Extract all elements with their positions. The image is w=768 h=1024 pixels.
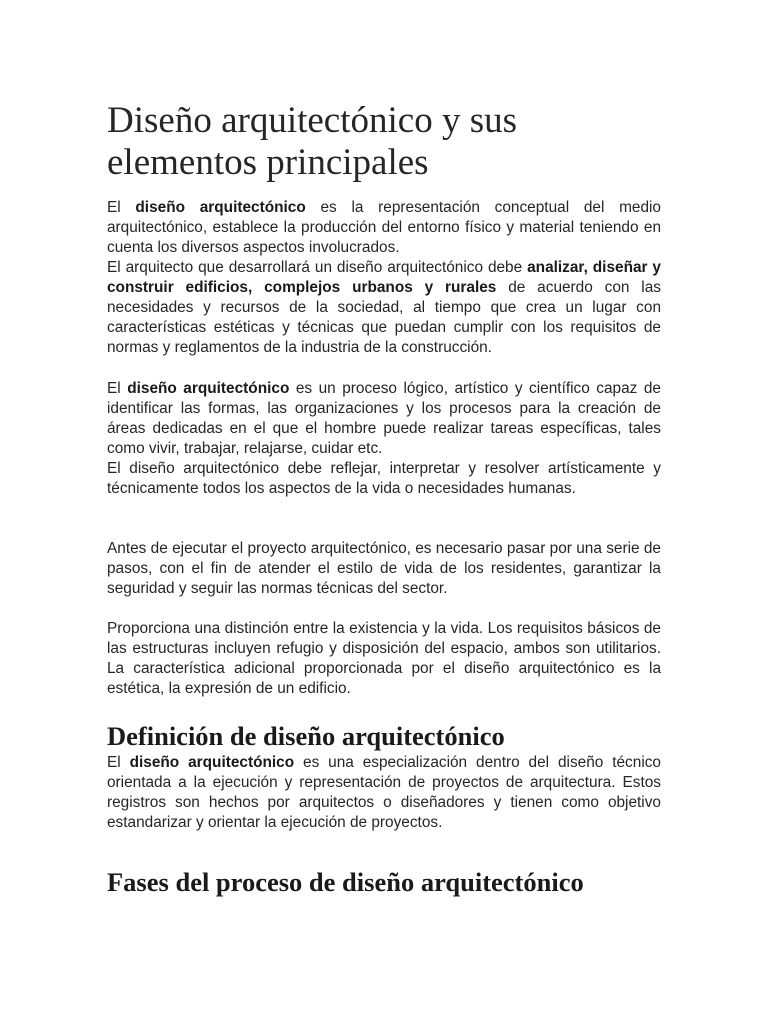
bold-term: diseño arquitectónico <box>135 199 306 216</box>
intro-paragraph-2: El arquitecto que desarrollará un diseño arquitectónico debe analizar, diseñar y construir edificios, complejos urbanos y rurales de acuerdo con las necesidades y recursos de la sociedad, al tiempo que crea un lugar con características estéticas y técnicas que puedan cumplir con los requisitos de normas y reglamentos de la industria de la construcción. <box>107 259 661 357</box>
bold-term: diseño arquitectónico <box>129 754 295 771</box>
intro-paragraph-1: El diseño arquitectónico es la representación conceptual del medio arquitectónico, establece la producción del entorno físico y material teniendo en cuenta los diversos aspectos involucrados. <box>107 199 661 257</box>
section-definition-heading-block <box>107 720 661 752</box>
intro-paragraph-4: El diseño arquitectónico debe reflejar, interpretar y resolver artísticamente y técnicamente todos los aspectos de la vida o necesidades humanas. <box>107 460 661 498</box>
intro-paragraph-6: Proporciona una distinción entre la existencia y la vida. Los requisitos básicos de las estructuras incluyen refugio y disposición del espacio, ambos son utilitarios. La característica adicional proporcionada por el diseño arquitectónico es la estética, la expresión de un edificio. <box>107 620 661 698</box>
bold-term: analizar, diseñar y construir edificios, complejos urbanos y rurales <box>107 259 661 297</box>
intro-paragraph-3: El diseño arquitectónico es un proceso lógico, artístico y científico capaz de identificar las formas, las organizaciones y los procesos para la creación de áreas dedicadas en el que el hombre puede realizar tareas específicas, tales como vivir, trabajar, relajarse, cuidar etc. <box>107 380 661 458</box>
section-heading-phases: Fases del proceso de diseño arquitectónico <box>107 867 584 897</box>
intro-paragraph-5: Antes de ejecutar el proyecto arquitectónico, es necesario pasar por una serie de pasos, con el fin de atender el estilo de vida de los residentes, garantizar la seguridad y seguir las normas técnicas del sector. <box>107 540 661 598</box>
section-heading-definition: Definición de diseño arquitectónico <box>107 721 505 751</box>
bold-term: diseño arquitectónico <box>127 380 290 397</box>
title-block <box>107 100 661 184</box>
section-definition-paragraph: El diseño arquitectónico es una especialización dentro del diseño técnico orientada a la ejecución y representación de proyectos de arquitectura. Estos registros son hechos por arquitectos o diseñadores y tienen como objetivo estandarizar y orientar la ejecución de proyectos. <box>107 754 661 832</box>
section-phases-heading-block <box>107 866 661 898</box>
document-title: Diseño arquitectónico y sus elementos principales <box>107 100 517 183</box>
